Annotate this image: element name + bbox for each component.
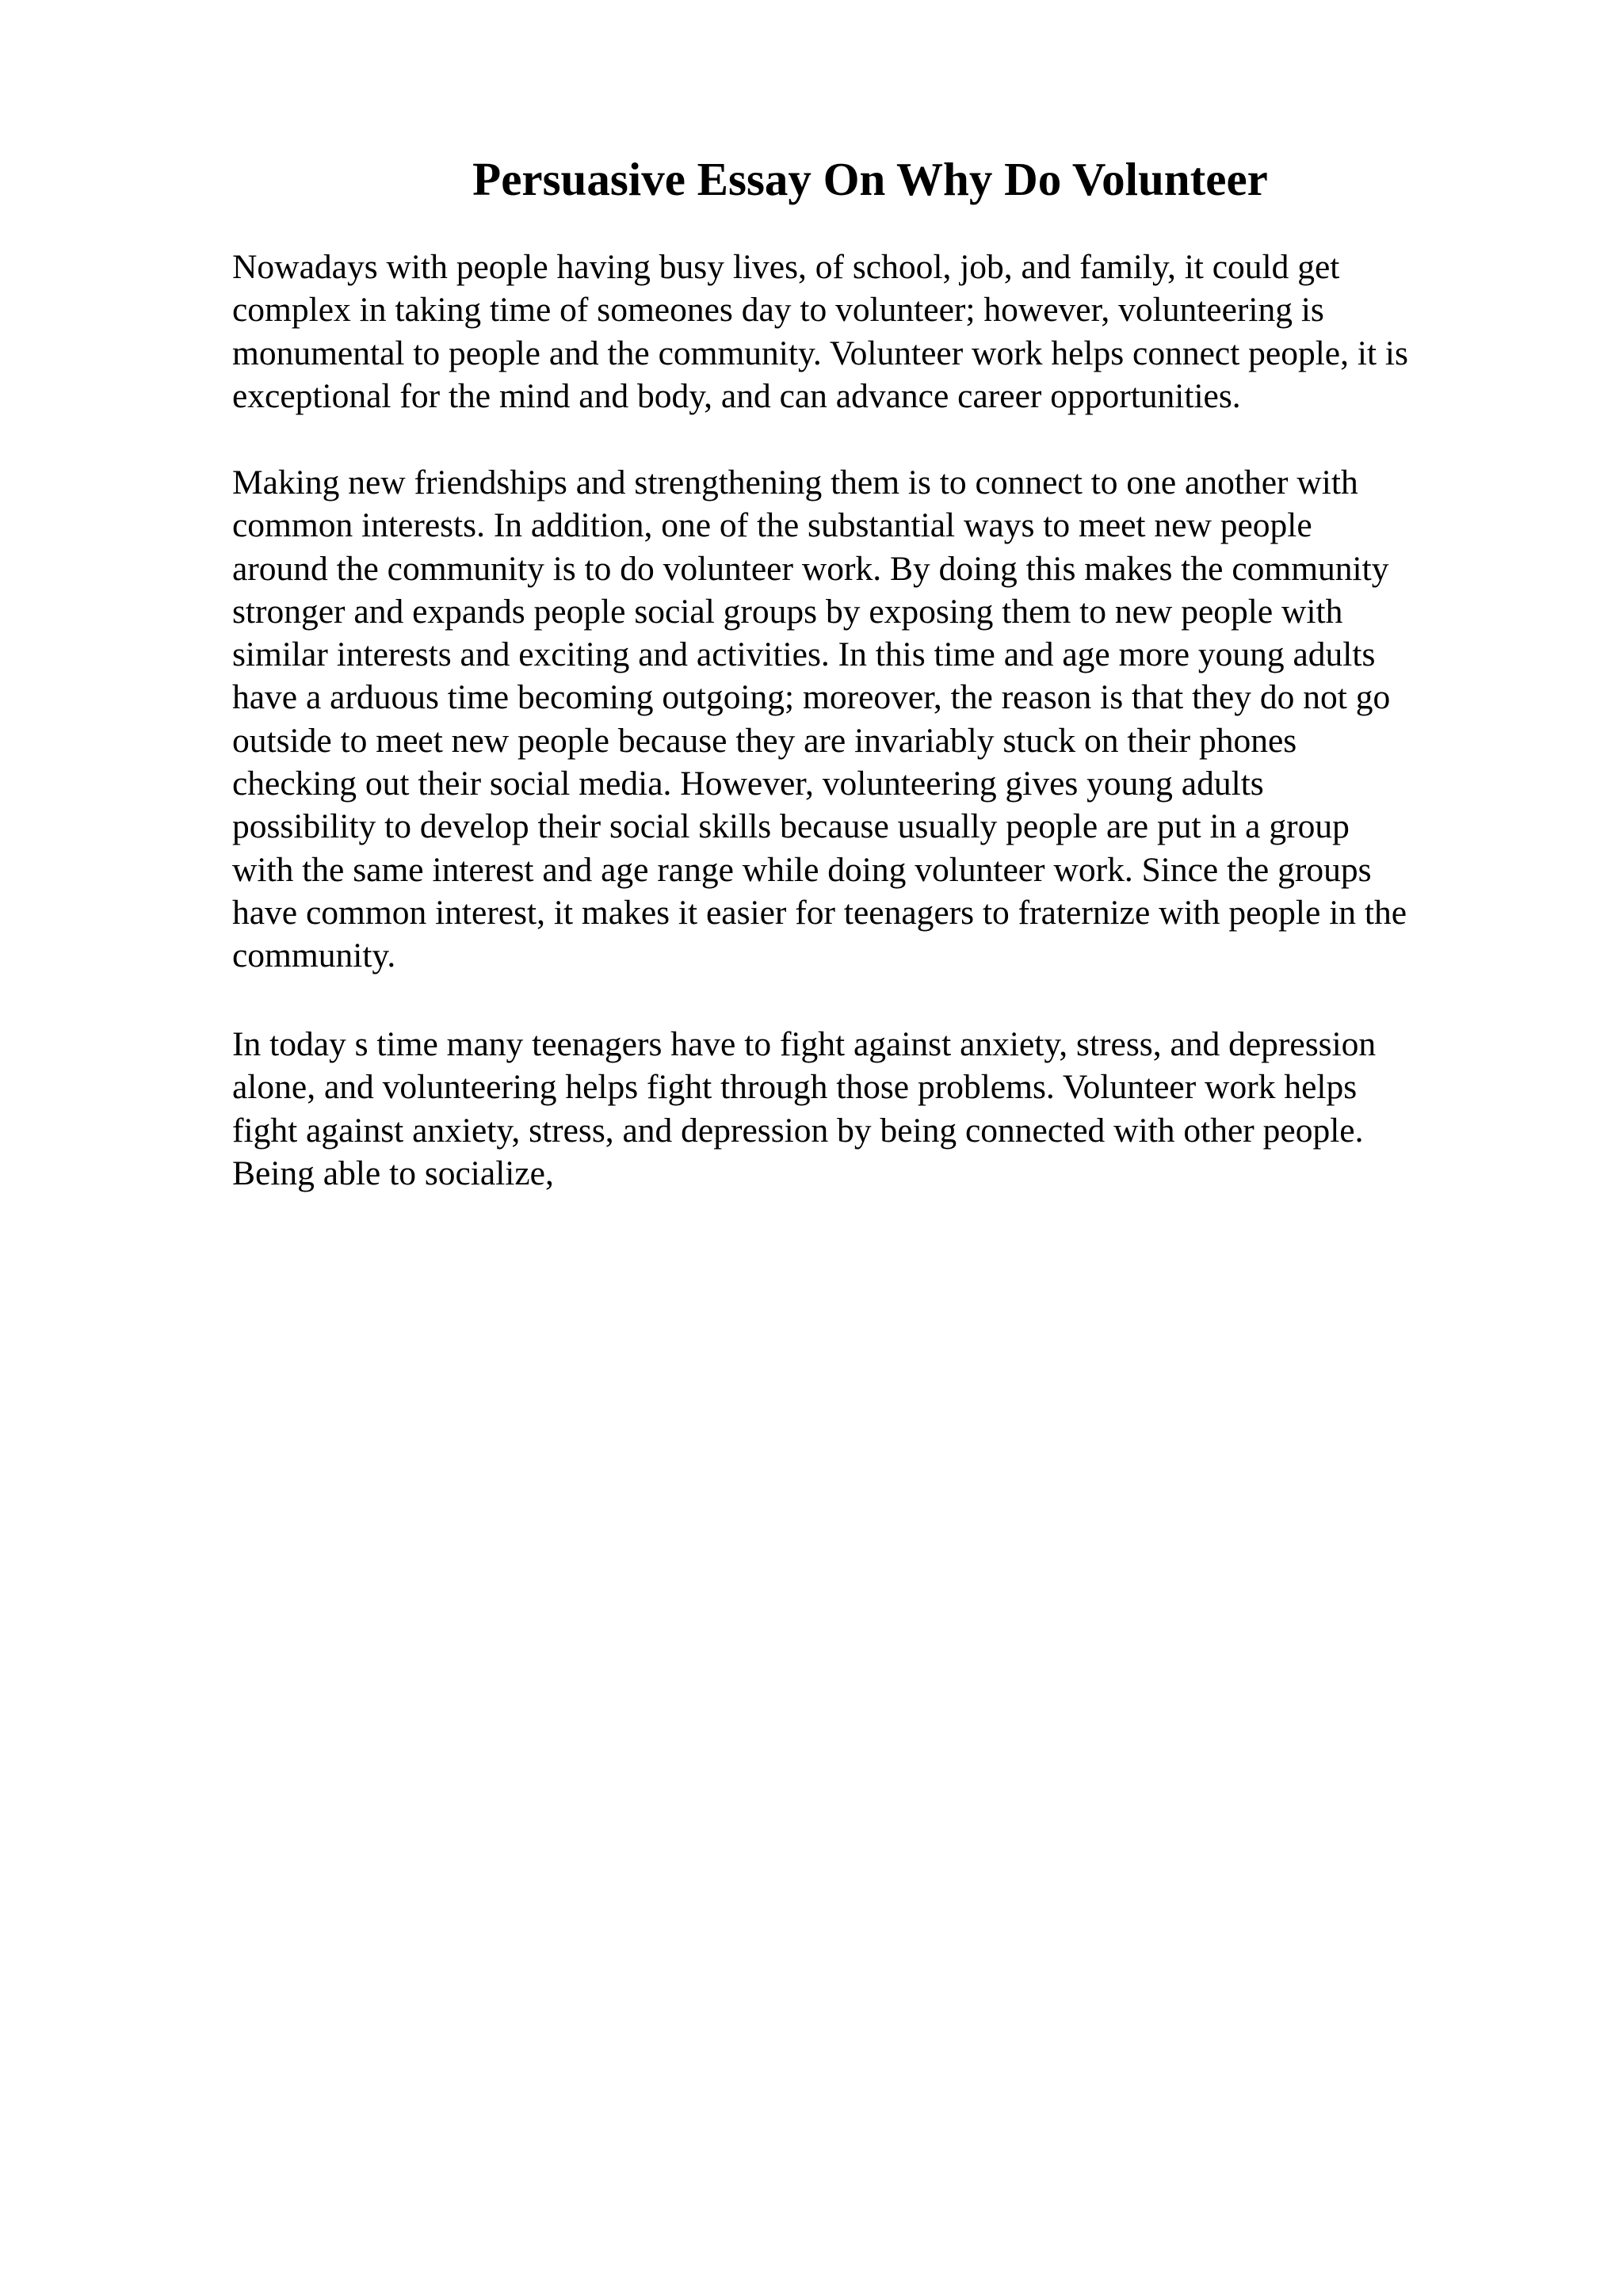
paragraph-line: fight against anxiety, stress, and depression by being connected with other people.: [232, 1111, 1364, 1150]
paragraph-line: complex in taking time of someones day to volunteer; however, volunteering is: [232, 291, 1324, 330]
paragraph-line: Being able to socialize,: [232, 1154, 554, 1192]
paragraph-line: with the same interest and age range while doing volunteer work. Since the groups: [232, 850, 1372, 889]
paragraph-line: exceptional for the mind and body, and can advance career opportunities.: [232, 376, 1241, 415]
paragraph-line: similar interests and exciting and activities. In this time and age more young adults: [232, 635, 1376, 674]
essay-paragraph-1: [232, 246, 1408, 418]
paragraph-line: monumental to people and the community. Volunteer work helps connect people, it is: [232, 334, 1408, 372]
paragraph-line: In today s time many teenagers have to fight against anxiety, stress, and depression: [232, 1025, 1377, 1063]
paragraph-line: alone, and volunteering helps fight through those problems. Volunteer work helps: [232, 1068, 1358, 1107]
paragraph-line: stronger and expands people social groups by exposing them to new people with: [232, 592, 1343, 631]
paragraph-line: checking out their social media. However, volunteering gives young adults: [232, 765, 1264, 803]
paragraph-line: common interests. In addition, one of the substantial ways to meet new people: [232, 506, 1312, 545]
paragraph-line: have a arduous time becoming outgoing; moreover, the reason is that they do not go: [232, 678, 1391, 717]
essay-paragraph-2: [232, 461, 1407, 978]
paragraph-line: community.: [232, 936, 396, 975]
paragraph-line: possibility to develop their social skills because usually people are put in a group: [232, 807, 1350, 846]
paragraph-line: have common interest, it makes it easier for teenagers to fraternize with people in the: [232, 893, 1407, 932]
paragraph-line: Nowadays with people having busy lives, of school, job, and family, it could get: [232, 248, 1340, 286]
paragraph-line: around the community is to do volunteer work. By doing this makes the community: [232, 549, 1389, 588]
paragraph-line: outside to meet new people because they are invariably stuck on their phones: [232, 721, 1297, 760]
essay-paragraph-3: [232, 1023, 1376, 1195]
paragraph-line: Making new friendships and strengthening them is to connect to one another with: [232, 463, 1358, 502]
essay-title: Persuasive Essay On Why Do Volunteer: [472, 153, 1268, 205]
